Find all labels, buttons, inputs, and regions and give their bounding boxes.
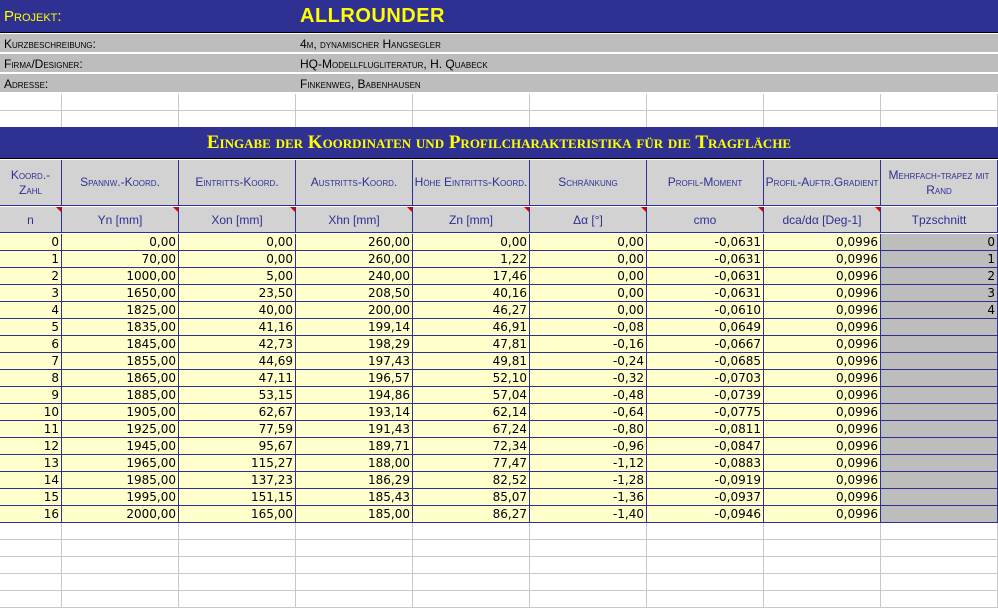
empty-cell[interactable] (764, 94, 881, 111)
table-cell[interactable]: 137,23 (179, 472, 296, 489)
table-cell[interactable]: 0,0649 (647, 319, 764, 336)
table-cell[interactable]: 191,43 (296, 421, 413, 438)
table-cell[interactable]: 12 (0, 438, 62, 455)
table-cell[interactable]: 72,34 (413, 438, 530, 455)
table-cell[interactable] (881, 319, 998, 336)
table-cell[interactable]: 7 (0, 353, 62, 370)
table-row (0, 285, 998, 302)
empty-cell[interactable] (413, 557, 530, 574)
table-cell[interactable]: 10 (0, 404, 62, 421)
project-row (0, 0, 998, 33)
table-cell[interactable]: 85,07 (413, 489, 530, 506)
col-header-twist[interactable]: Schränkung (530, 160, 647, 206)
empty-cell[interactable] (764, 523, 881, 540)
table-cell[interactable]: 0,00 (530, 268, 647, 285)
empty-cell[interactable] (764, 111, 881, 128)
table-cell[interactable]: 5 (0, 319, 62, 336)
table-cell[interactable]: 193,14 (296, 404, 413, 421)
table-cell[interactable]: 189,71 (296, 438, 413, 455)
table-cell[interactable] (881, 472, 998, 489)
table-cell[interactable]: 0,0996 (764, 319, 881, 336)
table-cell[interactable]: 2 (881, 268, 998, 285)
table-cell[interactable]: -0,0631 (647, 285, 764, 302)
table-cell[interactable]: -0,48 (530, 387, 647, 404)
table-cell[interactable]: 53,15 (179, 387, 296, 404)
table-cell[interactable]: 62,67 (179, 404, 296, 421)
column-header-row (0, 160, 998, 206)
col-header-n[interactable]: Koord.-Zahl (0, 160, 62, 206)
table-cell[interactable]: 1,22 (413, 251, 530, 268)
table-cell[interactable]: 82,52 (413, 472, 530, 489)
table-cell[interactable]: -0,0937 (647, 489, 764, 506)
empty-cell[interactable] (0, 523, 62, 540)
empty-cell[interactable] (413, 111, 530, 128)
table-cell[interactable]: 1835,00 (62, 319, 179, 336)
table-cell[interactable]: 0,0996 (764, 404, 881, 421)
table-cell[interactable]: 8 (0, 370, 62, 387)
table-cell[interactable]: 40,16 (413, 285, 530, 302)
table-cell[interactable]: 0,00 (530, 302, 647, 319)
empty-cell[interactable] (0, 557, 62, 574)
table-cell[interactable]: -0,32 (530, 370, 647, 387)
table-cell[interactable]: 15 (0, 489, 62, 506)
info-value[interactable]: Finkenweg, Babenhausen (300, 77, 421, 91)
info-label: Adresse: (4, 77, 49, 91)
table-cell[interactable]: 185,00 (296, 506, 413, 523)
table-cell[interactable]: 77,47 (413, 455, 530, 472)
empty-cell[interactable] (413, 574, 530, 591)
table-cell[interactable]: 42,73 (179, 336, 296, 353)
table-row (0, 387, 998, 404)
table-cell[interactable]: 0,0996 (764, 370, 881, 387)
table-cell[interactable]: -0,0610 (647, 302, 764, 319)
table-row (0, 336, 998, 353)
table-cell[interactable] (881, 438, 998, 455)
table-cell[interactable]: 0,00 (62, 234, 179, 251)
empty-cell[interactable] (530, 574, 647, 591)
project-name[interactable]: ALLROUNDER (300, 5, 445, 27)
table-cell[interactable]: 1995,00 (62, 489, 179, 506)
table-cell[interactable]: 13 (0, 455, 62, 472)
table-cell[interactable]: -1,12 (530, 455, 647, 472)
table-cell[interactable]: -1,40 (530, 506, 647, 523)
table-row (0, 421, 998, 438)
table-cell[interactable]: 1825,00 (62, 302, 179, 319)
table-cell[interactable]: 1000,00 (62, 268, 179, 285)
table-cell[interactable] (881, 336, 998, 353)
table-row (0, 506, 998, 523)
table-cell[interactable]: 0,0996 (764, 285, 881, 302)
table-cell[interactable]: 0,00 (179, 251, 296, 268)
empty-cell[interactable] (179, 540, 296, 557)
empty-cell[interactable] (62, 111, 179, 128)
table-cell[interactable]: 1650,00 (62, 285, 179, 302)
table-cell[interactable]: 0,0996 (764, 302, 881, 319)
table-cell[interactable]: 1925,00 (62, 421, 179, 438)
section-title (0, 127, 998, 159)
table-cell[interactable]: -0,0631 (647, 234, 764, 251)
table-cell[interactable]: 1855,00 (62, 353, 179, 370)
info-row-description (0, 34, 998, 53)
unit-row (0, 207, 998, 233)
unit-xhn[interactable]: Xhn [mm] (296, 207, 413, 233)
table-cell[interactable]: 0,00 (413, 234, 530, 251)
table-cell[interactable]: 0,00 (530, 251, 647, 268)
empty-cell[interactable] (881, 557, 998, 574)
empty-cell[interactable] (530, 540, 647, 557)
empty-cell[interactable] (296, 94, 413, 111)
table-cell[interactable]: 1845,00 (62, 336, 179, 353)
table-cell[interactable]: -1,36 (530, 489, 647, 506)
table-row (0, 251, 998, 268)
table-cell[interactable]: 188,00 (296, 455, 413, 472)
table-cell[interactable] (881, 455, 998, 472)
table-cell[interactable]: 1965,00 (62, 455, 179, 472)
table-cell[interactable]: 0,0996 (764, 234, 881, 251)
table-cell[interactable]: 57,04 (413, 387, 530, 404)
table-cell[interactable]: 2000,00 (62, 506, 179, 523)
table-cell[interactable]: 151,15 (179, 489, 296, 506)
table-cell[interactable]: 260,00 (296, 251, 413, 268)
empty-cell[interactable] (881, 111, 998, 128)
table-cell[interactable]: 260,00 (296, 234, 413, 251)
table-cell[interactable]: 185,43 (296, 489, 413, 506)
table-cell[interactable]: 0,0996 (764, 336, 881, 353)
table-cell[interactable]: 41,16 (179, 319, 296, 336)
col-header-xon[interactable]: Eintritts-Koord. (179, 160, 296, 206)
table-cell[interactable] (881, 353, 998, 370)
empty-cell[interactable] (530, 94, 647, 111)
table-cell[interactable]: -0,08 (530, 319, 647, 336)
table-cell[interactable]: -0,16 (530, 336, 647, 353)
table-cell[interactable]: 16 (0, 506, 62, 523)
table-cell[interactable]: 9 (0, 387, 62, 404)
table-cell[interactable]: 0,0996 (764, 438, 881, 455)
table-cell[interactable]: 14 (0, 472, 62, 489)
table-cell[interactable]: 0,0996 (764, 353, 881, 370)
table-row (0, 302, 998, 319)
table-cell[interactable]: 52,10 (413, 370, 530, 387)
empty-cell[interactable] (296, 523, 413, 540)
empty-cell[interactable] (530, 523, 647, 540)
empty-cell[interactable] (413, 523, 530, 540)
table-cell[interactable]: 11 (0, 421, 62, 438)
empty-cell[interactable] (62, 523, 179, 540)
table-row (0, 438, 998, 455)
table-cell[interactable]: 1945,00 (62, 438, 179, 455)
table-cell[interactable]: 44,69 (179, 353, 296, 370)
empty-cell[interactable] (881, 540, 998, 557)
info-value[interactable]: 4m, dynamischer Hangsegler (300, 37, 441, 51)
empty-cell[interactable] (296, 557, 413, 574)
table-row (0, 455, 998, 472)
empty-cell[interactable] (647, 574, 764, 591)
table-cell[interactable]: 6 (0, 336, 62, 353)
empty-row (0, 523, 998, 540)
table-cell[interactable]: 198,29 (296, 336, 413, 353)
unit-moment[interactable]: cmo (647, 207, 764, 233)
table-row (0, 472, 998, 489)
info-value[interactable]: HQ-Modellflugliteratur, H. Quabeck (300, 57, 488, 71)
empty-cell[interactable] (179, 523, 296, 540)
empty-cell[interactable] (296, 574, 413, 591)
empty-row (0, 94, 998, 111)
empty-cell[interactable] (0, 540, 62, 557)
table-cell[interactable]: 0,0996 (764, 455, 881, 472)
section-title-text: Eingabe der Koordinaten und Profilcharakteristika für die Tragfläche (206, 131, 792, 153)
col-header-xhn[interactable]: Austritts-Koord. (296, 160, 413, 206)
table-cell[interactable]: -0,0919 (647, 472, 764, 489)
table-cell[interactable]: 40,00 (179, 302, 296, 319)
table-row (0, 319, 998, 336)
empty-cell[interactable] (0, 574, 62, 591)
project-label: Projekt: (4, 8, 62, 25)
table-cell[interactable]: -0,0847 (647, 438, 764, 455)
empty-cell[interactable] (0, 111, 62, 128)
table-cell[interactable]: 0,0996 (764, 489, 881, 506)
table-cell[interactable]: 165,00 (179, 506, 296, 523)
empty-cell[interactable] (764, 557, 881, 574)
empty-cell[interactable] (647, 94, 764, 111)
empty-cell[interactable] (0, 94, 62, 111)
table-cell[interactable]: 2 (0, 268, 62, 285)
table-cell[interactable]: 70,00 (62, 251, 179, 268)
table-cell[interactable]: 196,57 (296, 370, 413, 387)
empty-cell[interactable] (413, 540, 530, 557)
empty-cell[interactable] (62, 540, 179, 557)
empty-row (0, 111, 998, 128)
table-row (0, 268, 998, 285)
table-cell[interactable]: -0,0739 (647, 387, 764, 404)
info-row-address (0, 74, 998, 93)
table-cell[interactable]: 0 (881, 234, 998, 251)
empty-cell[interactable] (179, 574, 296, 591)
table-cell[interactable]: 240,00 (296, 268, 413, 285)
table-cell[interactable]: 62,14 (413, 404, 530, 421)
table-cell[interactable]: 0,0996 (764, 421, 881, 438)
table-cell[interactable]: 46,27 (413, 302, 530, 319)
table-cell[interactable]: 17,46 (413, 268, 530, 285)
table-cell[interactable]: 0,0996 (764, 472, 881, 489)
table-cell[interactable]: 200,00 (296, 302, 413, 319)
unit-zn[interactable]: Zn [mm] (413, 207, 530, 233)
table-cell[interactable]: -0,96 (530, 438, 647, 455)
table-cell[interactable]: -0,24 (530, 353, 647, 370)
empty-cell[interactable] (413, 94, 530, 111)
info-label: Firma/Designer: (4, 57, 83, 71)
table-cell[interactable]: -1,28 (530, 472, 647, 489)
empty-cell[interactable] (647, 111, 764, 128)
table-cell[interactable]: 47,81 (413, 336, 530, 353)
unit-trapez[interactable]: Tpzschnitt (881, 207, 998, 233)
unit-xon[interactable]: Xon [mm] (179, 207, 296, 233)
table-cell[interactable]: 0,0996 (764, 251, 881, 268)
col-header-gradient[interactable]: Profil-Auftr.Gradient (764, 160, 881, 206)
table-cell[interactable]: 197,43 (296, 353, 413, 370)
table-cell[interactable] (881, 489, 998, 506)
empty-cell[interactable] (881, 574, 998, 591)
table-row (0, 370, 998, 387)
table-cell[interactable]: 86,27 (413, 506, 530, 523)
table-cell[interactable]: 0 (0, 234, 62, 251)
table-cell[interactable]: 5,00 (179, 268, 296, 285)
empty-cell[interactable] (647, 540, 764, 557)
table-cell[interactable] (881, 404, 998, 421)
table-cell[interactable]: 0,0996 (764, 387, 881, 404)
table-cell[interactable]: -0,0883 (647, 455, 764, 472)
empty-cell[interactable] (764, 540, 881, 557)
unit-yn[interactable]: Yn [mm] (62, 207, 179, 233)
empty-cell[interactable] (179, 557, 296, 574)
table-cell[interactable]: 1 (0, 251, 62, 268)
empty-row (0, 540, 998, 557)
table-cell[interactable]: 23,50 (179, 285, 296, 302)
empty-cell[interactable] (179, 94, 296, 111)
table-cell[interactable]: -0,80 (530, 421, 647, 438)
table-cell[interactable]: 1 (881, 251, 998, 268)
table-cell[interactable]: -0,0631 (647, 251, 764, 268)
table-row (0, 234, 998, 251)
empty-cell[interactable] (881, 94, 998, 111)
table-cell[interactable]: 186,29 (296, 472, 413, 489)
table-cell[interactable]: 4 (881, 302, 998, 319)
empty-cell[interactable] (647, 557, 764, 574)
table-cell[interactable]: 0,0996 (764, 506, 881, 523)
empty-row (0, 574, 998, 591)
table-cell[interactable]: -0,0685 (647, 353, 764, 370)
table-cell[interactable]: -0,0946 (647, 506, 764, 523)
empty-cell[interactable] (179, 111, 296, 128)
empty-cell[interactable] (530, 111, 647, 128)
table-cell[interactable]: 1865,00 (62, 370, 179, 387)
table-cell[interactable]: 199,14 (296, 319, 413, 336)
table-cell[interactable]: -0,64 (530, 404, 647, 421)
table-cell[interactable]: -0,0631 (647, 268, 764, 285)
table-cell[interactable]: -0,0703 (647, 370, 764, 387)
table-cell[interactable]: 67,24 (413, 421, 530, 438)
table-cell[interactable]: 194,86 (296, 387, 413, 404)
col-header-trapez[interactable]: Mehrfach-trapez mit Rand (881, 160, 998, 206)
table-row (0, 404, 998, 421)
table-cell[interactable]: 3 (881, 285, 998, 302)
empty-cell[interactable] (530, 557, 647, 574)
table-cell[interactable]: 3 (0, 285, 62, 302)
table-row (0, 353, 998, 370)
table-cell[interactable]: 0,00 (530, 234, 647, 251)
empty-cell[interactable] (881, 523, 998, 540)
table-row (0, 489, 998, 506)
empty-cell[interactable] (62, 557, 179, 574)
col-header-yn[interactable]: Spannw.-Koord. (62, 160, 179, 206)
empty-cell[interactable] (296, 540, 413, 557)
unit-n[interactable]: n (0, 207, 62, 233)
table-cell[interactable] (881, 421, 998, 438)
table-cell[interactable]: 46,91 (413, 319, 530, 336)
table-cell[interactable]: 49,81 (413, 353, 530, 370)
unit-twist[interactable]: Δα [°] (530, 207, 647, 233)
table-cell[interactable]: 0,00 (530, 285, 647, 302)
table-cell[interactable] (881, 506, 998, 523)
info-label: Kurzbeschreibung: (4, 37, 96, 51)
empty-cell[interactable] (296, 111, 413, 128)
table-cell[interactable]: 95,67 (179, 438, 296, 455)
empty-cell[interactable] (647, 523, 764, 540)
unit-gradient[interactable]: dca/dα [Deg-1] (764, 207, 881, 233)
table-cell[interactable]: 1905,00 (62, 404, 179, 421)
empty-cell[interactable] (62, 574, 179, 591)
table-cell[interactable]: 115,27 (179, 455, 296, 472)
table-cell[interactable]: 1985,00 (62, 472, 179, 489)
table-cell[interactable]: 0,0996 (764, 268, 881, 285)
table-cell[interactable] (881, 370, 998, 387)
table-cell[interactable]: 77,59 (179, 421, 296, 438)
empty-cell[interactable] (62, 94, 179, 111)
table-cell[interactable]: 47,11 (179, 370, 296, 387)
table-cell[interactable]: 1885,00 (62, 387, 179, 404)
table-cell[interactable]: -0,0775 (647, 404, 764, 421)
info-row-designer (0, 54, 998, 73)
table-cell[interactable]: -0,0667 (647, 336, 764, 353)
col-header-zn[interactable]: Höhe Eintritts-Koord. (413, 160, 530, 206)
table-cell[interactable]: 0,00 (179, 234, 296, 251)
empty-cell[interactable] (764, 574, 881, 591)
table-cell[interactable]: 4 (0, 302, 62, 319)
table-cell[interactable]: 208,50 (296, 285, 413, 302)
table-cell[interactable] (881, 387, 998, 404)
col-header-moment[interactable]: Profil-Moment (647, 160, 764, 206)
empty-row (0, 557, 998, 574)
table-cell[interactable]: -0,0811 (647, 421, 764, 438)
